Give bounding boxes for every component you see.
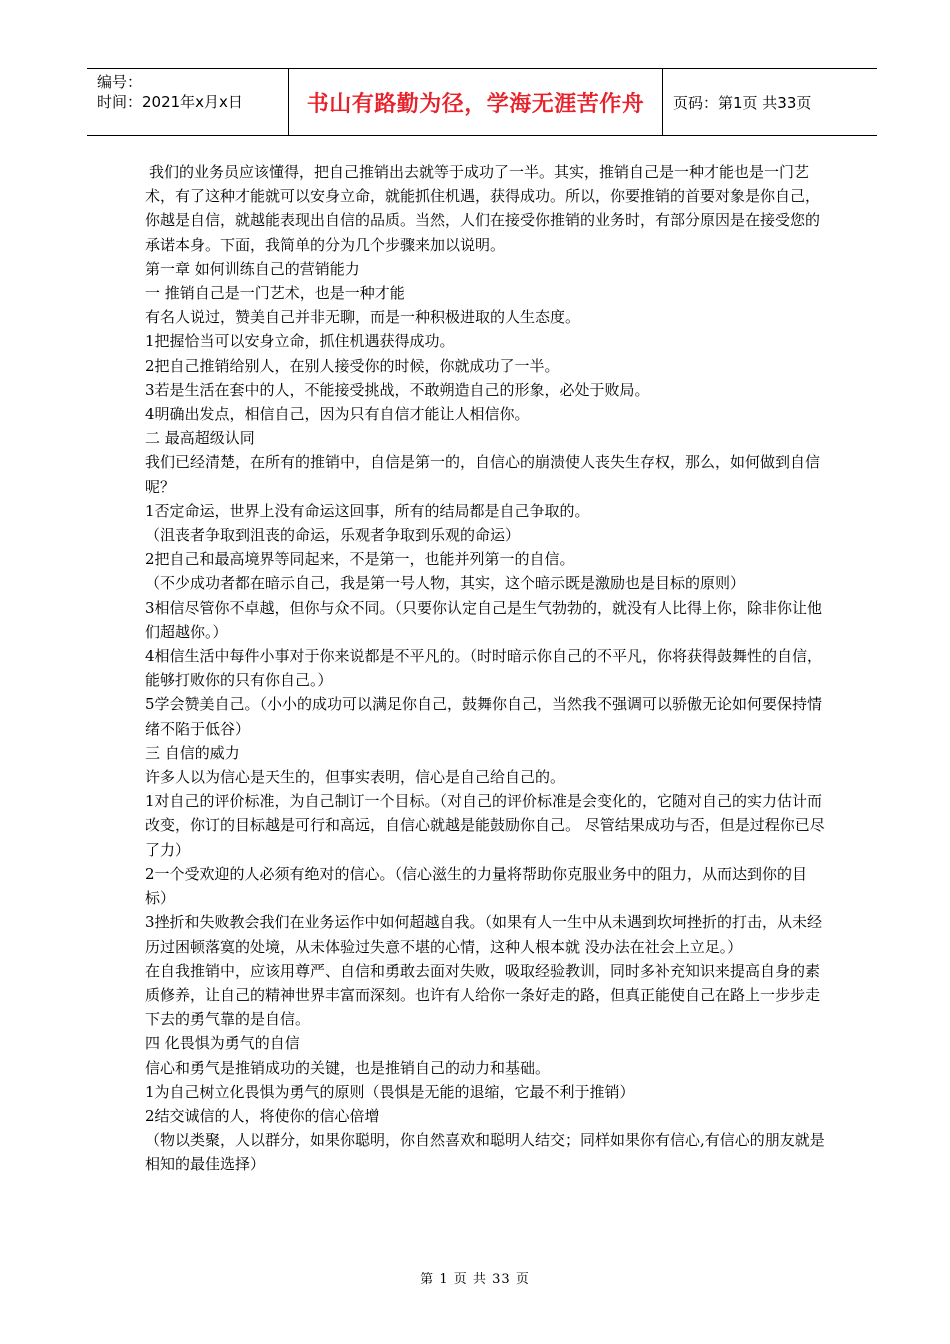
- header-meta-cell: [87, 69, 289, 135]
- section-heading-2: 二 最高超级认同: [145, 429, 255, 448]
- list-item: 2把自己推销给别人，在别人接受你的时候，你就成功了一半。: [145, 356, 560, 375]
- page-footer: [0, 1268, 950, 1287]
- list-item: 4明确出发点，相信自己，因为只有自信才能让人相信你。: [145, 405, 530, 424]
- list-item: 3挫折和失败教会我们在业务运作中如何超越自我。（如果有人一生中从未遇到坎坷挫折的打击，从未经历过困顿落寞的处境，从未体验过失意不堪的心情，这种人根本就 没办法在社会上立足。）: [145, 913, 823, 956]
- paragraph: 有名人说过，赞美自己并非无聊，而是一种积极进取的人生态度。: [145, 308, 581, 327]
- paragraph: 我们已经清楚，在所有的推销中，自信是第一的，自信心的崩溃使人丧失生存权，那么，如何做到自信呢？: [145, 453, 821, 496]
- intro-paragraph: 我们的业务员应该懂得，把自己推销出去就等于成功了一半。其实，推销自己是一种才能也是一门艺术，有了这种才能就可以安身立命，就能抓住机遇，获得成功。所以，你要推销的首要对象是你自己，你越是自信，就越能表现出自信的品质。当然，人们在接受你推销的业务时，有部分原因是在接受您的承诺本身。下面，我简单的分为几个步骤来加以说明。: [145, 163, 821, 254]
- list-item: 2一个受欢迎的人必须有绝对的信心。（信心滋生的力量将帮助你克服业务中的阻力，从而达到你的目标）: [145, 864, 808, 908]
- list-item: 5学会赞美自己。（小小的成功可以满足你自己，鼓舞你自己，当然我不强调可以骄傲无论如何要保持情绪不陷于低谷）: [145, 695, 823, 738]
- code-label: 编号：: [97, 73, 143, 91]
- list-item: 2把自己和最高境界等同起来，不是第一，也能并列第一的自信。: [145, 550, 575, 569]
- time-label: 时间：2021年x月x日: [97, 93, 243, 111]
- paragraph: （沮丧者争取到沮丧的命运，乐观者争取到乐观的命运）: [145, 526, 521, 545]
- footer-prefix: 第: [420, 1272, 435, 1287]
- footer-suffix: 页: [515, 1272, 530, 1287]
- footer-page-number: 1: [439, 1272, 449, 1287]
- header-page-info: 页码：第1页 共33页: [673, 93, 812, 112]
- page-header: [87, 68, 877, 136]
- chapter-heading: 第一章 如何训练自己的营销能力: [145, 259, 360, 278]
- list-item: 1否定命运，世界上没有命运这回事，所有的结局都是自己争取的。: [145, 501, 590, 520]
- list-item: 4相信生活中每件小事对于你来说都是不平凡的。（时时暗示你自己的不平凡，你将获得鼓舞性的自信，能够打败你的只有你自己。）: [145, 647, 823, 690]
- list-item: 1把握恰当可以安身立命，抓住机遇获得成功。: [145, 332, 455, 351]
- document-body: [145, 160, 828, 1177]
- section-heading-4: 四 化畏惧为勇气的自信: [145, 1034, 300, 1053]
- footer-mid: 页 共: [453, 1272, 487, 1287]
- paragraph: （物以类聚，人以群分，如果你聪明，你自然喜欢和聪明人结交；同样如果你有信心,有信心的朋友就是相知的最佳选择）: [145, 1131, 825, 1174]
- paragraph: 许多人以为信心是天生的，但事实表明，信心是自己给自己的。: [145, 768, 566, 787]
- list-item: 3相信尽管你不卓越，但你与众不同。（只要你认定自己是生气勃勃的，就没有人比得上你，除非你让他们超越你。）: [145, 598, 823, 641]
- section-heading-1: 一 推销自己是一门艺术，也是一种才能: [145, 284, 405, 303]
- list-item: 1对自己的评价标准，为自己制订一个目标。（对自己的评价标准是会变化的，它随对自己的实力估计而改变，你订的目标越是可行和高远，自信心就越是能鼓励你自己。 尽管结果成功与否，但是过程你已尽了力）: [145, 792, 825, 859]
- list-item: 2结交诚信的人，将使你的信心倍增: [145, 1106, 380, 1125]
- header-motto: 书山有路勤为径，学海无涯苦作舟: [289, 69, 663, 135]
- paragraph: 信心和勇气是推销成功的关键，也是推销自己的动力和基础。: [145, 1058, 551, 1077]
- footer-page-total: 33: [492, 1272, 511, 1287]
- paragraph: 在自我推销中，应该用尊严、自信和勇敢去面对失败，吸取经验教训，同时多补充知识来提高自身的素质修养，让自己的精神世界丰富而深刻。也许有人给你一条好走的路，但真正能使自己在路上一步步走下去的勇气靠的是自信。: [145, 961, 821, 1029]
- paragraph: （不少成功者都在暗示自己，我是第一号人物，其实，这个暗示既是激励也是目标的原则）: [145, 574, 746, 593]
- list-item: 1为自己树立化畏惧为勇气的原则（畏惧是无能的退缩，它最不利于推销）: [145, 1082, 635, 1101]
- section-heading-3: 三 自信的威力: [145, 743, 240, 762]
- list-item: 3若是生活在套中的人，不能接受挑战，不敢朔造自己的形象，必处于败局。: [145, 380, 650, 399]
